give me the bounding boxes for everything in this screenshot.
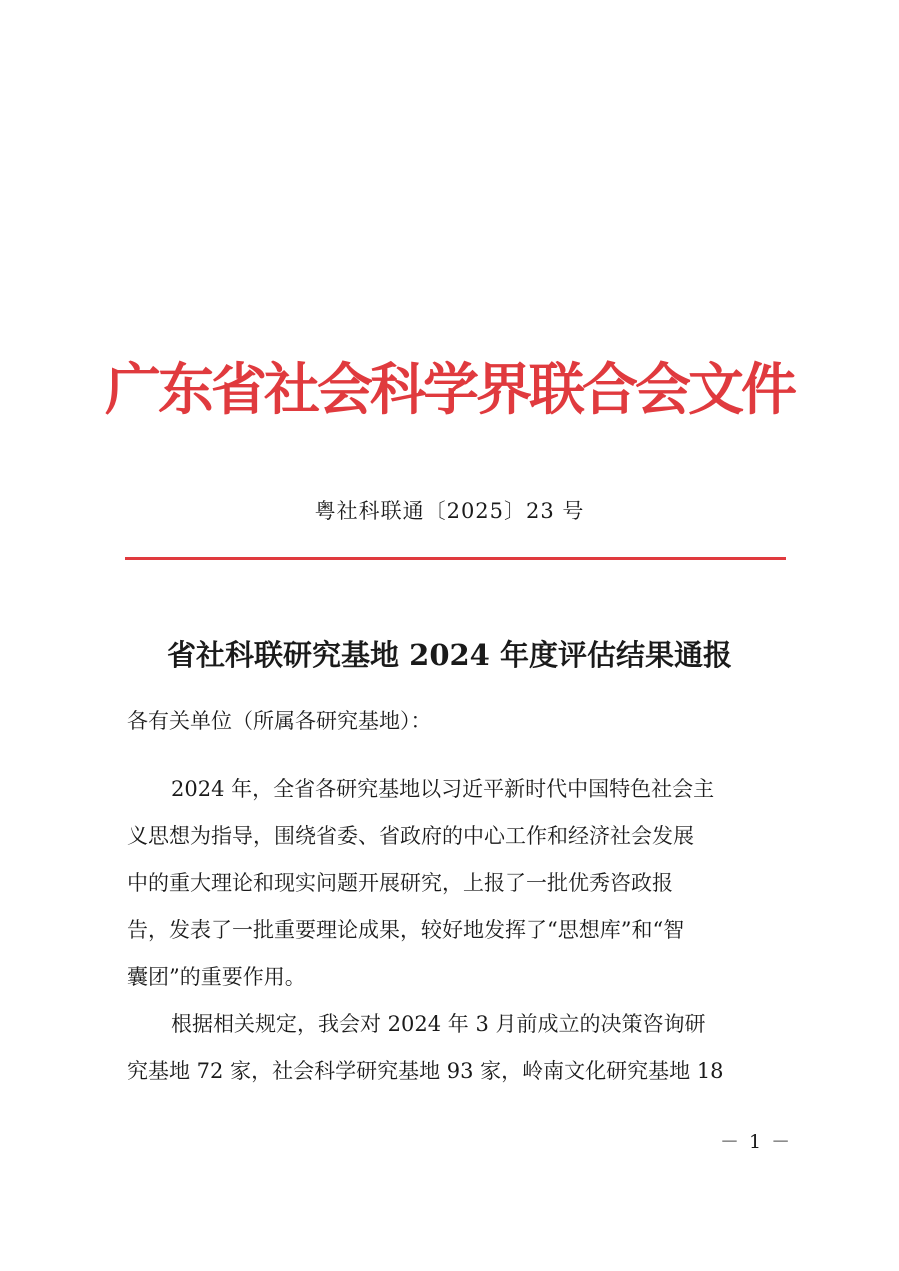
paragraph-2-line-2: 究基地 72 家，社会科学研究基地 93 家，岭南文化研究基地 18 [127, 1059, 724, 1083]
paragraph-1-line-4: 告，发表了一批重要理论成果，较好地发挥了“思想库”和“智 [127, 918, 685, 942]
paragraph-2-line-1: 根据相关规定，我会对 2024 年 3 月前成立的决策咨询研 [171, 1012, 706, 1036]
paragraph-1-line-5: 囊团”的重要作用。 [127, 965, 306, 989]
document-title: 省社科联研究基地 2024 年度评估结果通报 [167, 638, 732, 672]
red-divider-line [125, 557, 786, 560]
paragraph-1-line-2: 义思想为指导，围绕省委、省政府的中心工作和经济社会发展 [127, 824, 694, 848]
page-number: － 1 － [720, 1131, 793, 1153]
paragraph-1-line-1: 2024 年，全省各研究基地以习近平新时代中国特色社会主 [171, 777, 715, 801]
paragraph-1-line-3: 中的重大理论和现实问题开展研究，上报了一批优秀咨政报 [127, 871, 673, 895]
issuer-title: 广东省社会科学界联合会文件 [105, 357, 794, 423]
document-number: 粤社科联通〔2025〕23 号 [314, 499, 585, 523]
salutation: 各有关单位（所属各研究基地）： [127, 709, 432, 733]
